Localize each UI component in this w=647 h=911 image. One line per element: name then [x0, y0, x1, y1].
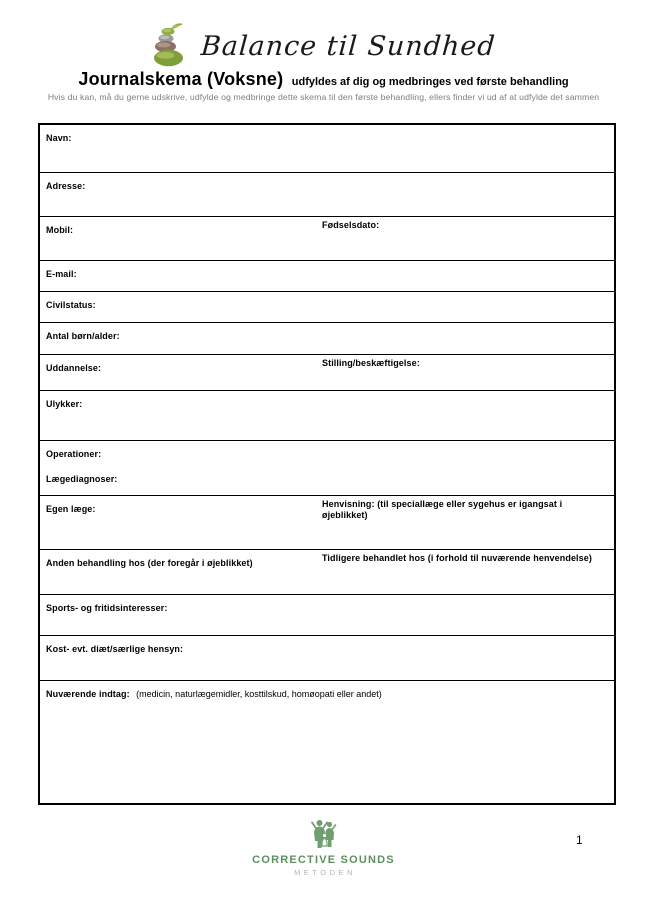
field-label-kost-diaet: Kost- evt. diæt/særlige hensyn: — [46, 644, 184, 654]
field-label-stilling: Stilling/beskæftigelse: — [322, 358, 420, 368]
field-label-nuvaerende-indtag-note: (medicin, naturlægemidler, kosttilskud, homøopati eller andet) — [136, 689, 382, 699]
zen-stones-icon — [151, 20, 191, 73]
field-label-mobil: Mobil: — [46, 225, 74, 235]
form-row-navn[interactable] — [40, 125, 614, 172]
field-label-egen-laege: Egen læge: — [46, 504, 96, 514]
field-label-email: E-mail: — [46, 269, 77, 279]
page-title-suffix: udfyldes af dig og medbringes ved første behandling — [291, 76, 569, 88]
form-row-anden-behandling[interactable] — [40, 549, 614, 594]
family-icon — [307, 818, 341, 852]
field-label-antal-boern: Antal børn/alder: — [46, 331, 120, 341]
form-row-operationer-laegediagnoser[interactable] — [40, 440, 614, 495]
brand-name: Balance til Sundhed — [200, 30, 497, 62]
page-number: 1 — [576, 833, 583, 847]
page-subtitle: Hvis du kan, må du gerne udskrive, udfylde og medbringe dette skema til den første behandling, ellers finder vi ud af at udfylde det sammen — [47, 92, 600, 102]
footer-brand-name: CORRECTIVE SOUNDS — [252, 854, 395, 866]
field-label-civilstatus: Civilstatus: — [46, 300, 96, 310]
field-label-sports-fritid: Sports- og fritidsinteresser: — [46, 603, 168, 613]
field-label-anden-behandling: Anden behandling hos (der foregår i øjeblikket) — [46, 558, 253, 568]
form-row-kost-diaet[interactable] — [40, 635, 614, 680]
form-row-mobil-foedselsdato[interactable] — [40, 216, 614, 260]
field-label-ulykker: Ulykker: — [46, 399, 83, 409]
field-label-adresse: Adresse: — [46, 181, 86, 191]
field-label-navn: Navn: — [46, 133, 72, 143]
field-label-laegediagnoser: Lægediagnoser: — [46, 474, 118, 484]
field-label-henvisning: Henvisning: (til speciallæge eller sygehus er igangsat i øjeblikket) — [322, 499, 563, 520]
form-row-email[interactable] — [40, 260, 614, 291]
form-row-antal-boern[interactable] — [40, 322, 614, 354]
form-row-civilstatus[interactable] — [40, 291, 614, 322]
page-title-main: Journalskema (Voksne) — [78, 69, 284, 89]
field-label-operationer: Operationer: — [46, 449, 102, 459]
field-label-uddannelse: Uddannelse: — [46, 363, 102, 373]
form-row-sports-fritid[interactable] — [40, 594, 614, 635]
form-row-nuvaerende-indtag[interactable] — [40, 680, 614, 803]
page-title — [0, 69, 647, 90]
footer-brand-subname: METODEN — [294, 868, 356, 877]
field-label-foedselsdato: Fødselsdato: — [322, 220, 380, 230]
field-label-tidligere-behandlet: Tidligere behandlet hos (i forhold til nuværende henvendelse) — [322, 553, 592, 563]
form-row-uddannelse-stilling[interactable] — [40, 354, 614, 390]
header-brand — [0, 22, 647, 70]
form-row-adresse[interactable] — [40, 172, 614, 216]
journal-form-table — [38, 123, 616, 805]
form-row-ulykker[interactable] — [40, 390, 614, 440]
field-label-nuvaerende-indtag: Nuværende indtag: — [46, 689, 130, 699]
form-row-egen-laege-henvisning[interactable] — [40, 495, 614, 549]
footer-brand — [0, 818, 647, 877]
